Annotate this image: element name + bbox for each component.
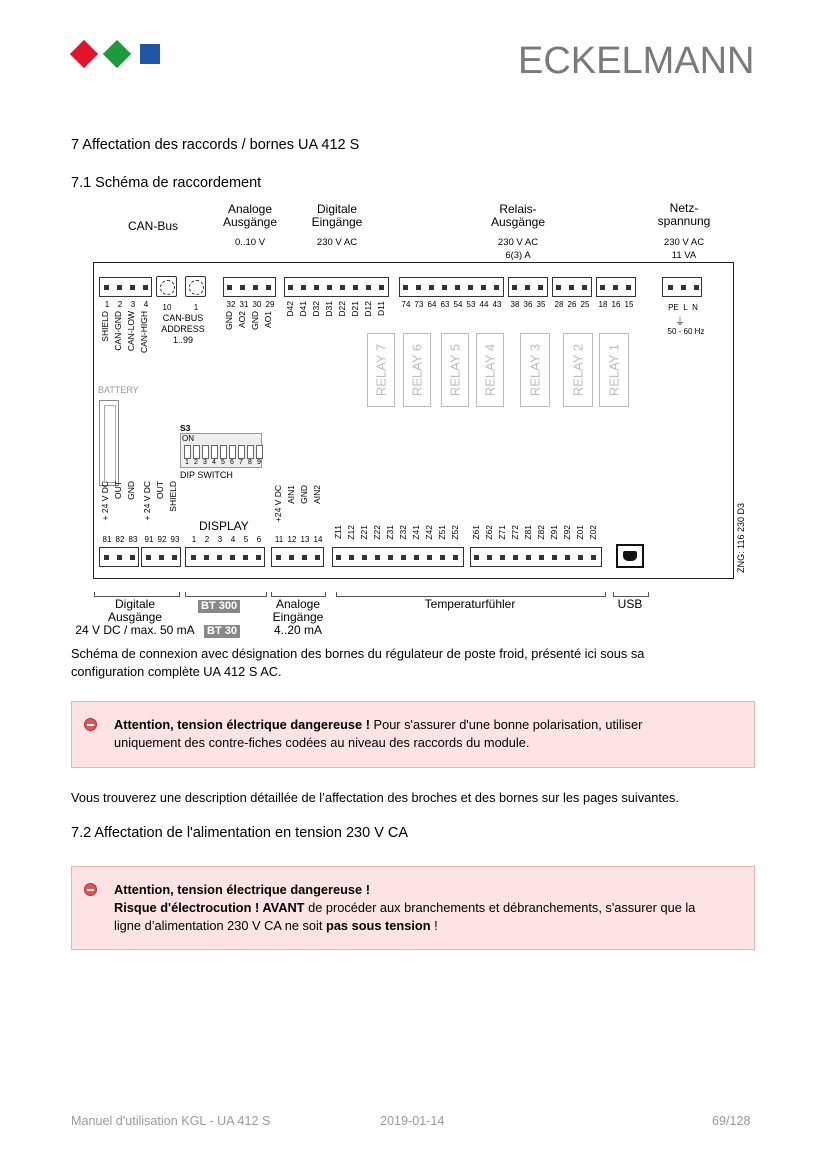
relay-label: RELAY 4 (482, 343, 498, 397)
footer-date: 2019-01-14 (380, 1114, 445, 1128)
relay-label: RELAY 1 (606, 343, 622, 397)
temp-pin-label: Z52 (450, 525, 460, 540)
can-pin-number: 2 (117, 300, 123, 309)
di-pin-label: D31 (324, 301, 334, 317)
group-analog-in-l2: Eingänge (272, 610, 324, 624)
display-pin-number: 2 (204, 535, 210, 544)
group-digital-out-spec: 24 V DC / max. 50 mA (75, 623, 195, 637)
mains-pin-labels (660, 303, 706, 312)
temp-pin-dot-b-3 (513, 555, 518, 560)
bracket-display (185, 592, 267, 597)
group-digital-out-l1: Digitale (114, 597, 156, 611)
dip-slot (202, 445, 209, 459)
stop-icon (84, 883, 97, 896)
temp-pin-dot-b-9 (591, 555, 596, 560)
temp-pin-dot-b-6 (552, 555, 557, 560)
can-pin-dot-2 (130, 285, 135, 290)
info-line: Vous trouverez une description détaillée de l’affectation des broches et des bornes sur les pages suivantes. (71, 790, 679, 805)
can-pin-number: 1 (104, 300, 110, 309)
relay-current: 6(3) A (505, 250, 531, 261)
logo-blue-square (140, 44, 160, 64)
address-text-1: CAN-BUS (162, 313, 204, 323)
group-analog-out (215, 203, 285, 229)
relay-label: RELAY 5 (447, 343, 463, 397)
di-pin-dot-7 (379, 285, 384, 290)
relay-pin-number: 43 (492, 300, 502, 309)
footer-manual: Manuel d'utilisation KGL - UA 412 S (71, 1114, 271, 1128)
warning-2-text-a: de procéder aux branchements et débranchements, s'assurer que la (304, 900, 696, 915)
group-analog-in-l1: Analoge (275, 597, 321, 611)
temp-pin-label: Z32 (398, 525, 408, 540)
display-pin-dot-4 (243, 555, 248, 560)
group-relay-out-l2: Ausgänge (490, 215, 546, 229)
ao-pin-label: AO2 (237, 311, 247, 329)
do-pin-label: + 24 V DC (100, 481, 110, 521)
temp-pin-dot-b-1 (487, 555, 492, 560)
temp-pin-label: Z31 (385, 525, 395, 540)
battery-label: BATTERY (98, 385, 139, 395)
do-pin-dot-b-0 (146, 555, 151, 560)
address-text-3: 1..99 (172, 335, 194, 345)
relay-pin-number: 74 (401, 300, 411, 309)
group-relay-out-l1: Relais- (499, 202, 537, 216)
warning-2-text (114, 881, 695, 935)
relay-pin-dot-a-1 (416, 285, 421, 290)
dip-slot (229, 445, 236, 459)
temp-pin-label: Z81 (523, 525, 533, 540)
mains-pin-dot-2 (694, 285, 699, 290)
display-pin-dot-5 (256, 555, 261, 560)
ain-pin-number: 12 (287, 535, 297, 544)
temp-pin-dot-a-9 (453, 555, 458, 560)
mains-frequency: 50 - 60 Hz (667, 327, 705, 336)
dip-number: 9 (257, 459, 261, 466)
do-pin-label: OUT (155, 481, 165, 499)
temp-pin-label: Z71 (497, 525, 507, 540)
temp-pin-dot-a-8 (440, 555, 445, 560)
temp-pin-dot-a-3 (375, 555, 380, 560)
can-pin-label: CAN-LOW (126, 311, 136, 352)
relay-pin-dot-b-2 (538, 285, 543, 290)
display-pin-number: 6 (256, 535, 262, 544)
caption-line-2: configuration complète UA 412 S AC. (71, 664, 282, 679)
temp-pin-dot-a-7 (427, 555, 432, 560)
temp-pin-label: Z92 (562, 525, 572, 540)
do-pin-label: SHIELD (168, 481, 178, 512)
di-pin-dot-5 (353, 285, 358, 290)
ao-pin-label: GND (250, 311, 260, 330)
group-mains-l2: spannung (657, 214, 711, 228)
relay-label: RELAY 3 (527, 343, 543, 397)
relay-pin-dot-a-3 (442, 285, 447, 290)
display-pin-dot-2 (217, 555, 222, 560)
do-pin-dot-a-2 (130, 555, 135, 560)
logo-red-square (70, 40, 98, 68)
group-digital-in-l2: Eingänge (311, 215, 363, 229)
address-text-2: ADDRESS (161, 324, 205, 334)
wiring-diagram (93, 262, 746, 579)
can-pin-label: SHIELD (100, 311, 110, 342)
ground-icon: ⏚ (675, 317, 685, 328)
relay-label: RELAY 7 (373, 343, 389, 397)
subsection-title-2: 7.2 Affectation de l'alimentation en tension 230 V CA (71, 825, 409, 841)
temp-pin-label: Z72 (510, 525, 520, 540)
dip-slot (220, 445, 227, 459)
relay-pin-number: 26 (567, 300, 577, 309)
s3-label: S3 (180, 423, 191, 433)
relay-block-6 (403, 333, 431, 407)
group-usb: USB (617, 597, 643, 611)
dip-slot (256, 445, 263, 459)
relay-pin-dot-d-0 (600, 285, 605, 290)
relay-block-4 (476, 333, 504, 407)
temp-pin-label: Z42 (424, 525, 434, 540)
caption-line-1: Schéma de connexion avec désignation des bornes du régulateur de poste froid, présenté ici sous sa (71, 646, 645, 661)
group-relay-out (483, 203, 553, 229)
group-digital-in-voltage: 230 V AC (316, 237, 358, 248)
warning-box-1 (71, 701, 755, 768)
ain-pin-label: AIN1 (286, 485, 296, 504)
relay-block-7 (367, 333, 395, 407)
temp-pin-label: Z01 (575, 525, 585, 540)
relay-pin-dot-c-0 (556, 285, 561, 290)
display-label: DISPLAY (199, 519, 249, 533)
ao-pin-number: 31 (239, 300, 249, 309)
display-pin-number: 3 (217, 535, 223, 544)
di-pin-dot-3 (327, 285, 332, 290)
can-pin-number: 3 (130, 300, 136, 309)
relay-connector-a (399, 277, 504, 297)
group-relay-voltage (488, 236, 548, 262)
dip-slot (238, 445, 245, 459)
warning-1-bold: Attention, tension électrique dangereuse ! (114, 717, 370, 732)
temp-pin-label: Z91 (549, 525, 559, 540)
group-mains-spec (654, 236, 714, 262)
dip-number: 2 (194, 459, 198, 466)
usb-port (616, 544, 644, 568)
ao-pin-dot-3 (266, 285, 271, 290)
relay-pin-dot-b-0 (512, 285, 517, 290)
mains-l: L (683, 303, 688, 312)
temp-pin-dot-b-4 (526, 555, 531, 560)
group-analog-out-l1: Analoge (227, 202, 273, 216)
ain-pin-dot-0 (276, 555, 281, 560)
relay-label: RELAY 6 (409, 343, 425, 397)
group-digital-out-l2: Ausgänge (107, 610, 163, 624)
temp-pin-label: Z12 (346, 525, 356, 540)
mains-n: N (692, 303, 698, 312)
relay-pin-dot-a-5 (468, 285, 473, 290)
relay-block-3 (520, 333, 550, 407)
di-pin-label: D41 (298, 301, 308, 317)
display-pin-number: 4 (230, 535, 236, 544)
temp-pin-dot-a-1 (349, 555, 354, 560)
ao-pin-number: 30 (252, 300, 262, 309)
ain-pin-label: GND (299, 485, 309, 504)
do-pin-number: 81 (102, 535, 112, 544)
ao-pin-label: GND (224, 311, 234, 330)
badge-bt300: BT 300 (198, 600, 240, 613)
caption (71, 645, 644, 681)
relay-pin-dot-a-7 (494, 285, 499, 290)
relay-pin-dot-a-6 (481, 285, 486, 290)
badge-bt30: BT 30 (204, 625, 240, 638)
footer-page: 69/128 (712, 1114, 751, 1128)
relay-pin-number: 38 (510, 300, 520, 309)
dip-switch (180, 433, 262, 468)
relay-pin-dot-c-2 (582, 285, 587, 290)
relay-block-2 (563, 333, 593, 407)
di-pin-dot-1 (301, 285, 306, 290)
relay-pin-number: 63 (440, 300, 450, 309)
relay-pin-number: 53 (466, 300, 476, 309)
relay-pin-number: 36 (523, 300, 533, 309)
can-pin-label: CAN-GND (113, 311, 123, 351)
mains-pe: PE (668, 303, 679, 312)
dip-switch-label: DIP SWITCH (180, 470, 233, 480)
section-title: 7 Affectation des raccords / bornes UA 412 S (71, 137, 360, 153)
mains-pin-dot-0 (668, 285, 673, 290)
display-pin-dot-3 (230, 555, 235, 560)
warning-2-bold-a: Risque d'électrocution ! AVANT (114, 900, 305, 915)
relay-block-1 (599, 333, 629, 407)
relay-pin-number: 18 (598, 300, 608, 309)
ao-pin-number: 32 (226, 300, 236, 309)
do-pin-dot-a-1 (117, 555, 122, 560)
di-pin-dot-4 (340, 285, 345, 290)
relay-pin-dot-d-1 (613, 285, 618, 290)
do-pin-dot-a-0 (104, 555, 109, 560)
group-mains-l1: Netz- (669, 201, 699, 215)
display-connector (185, 547, 265, 567)
group-analog-in-range: 4..20 mA (273, 623, 323, 637)
dip-number: 1 (185, 459, 189, 466)
relay-pin-dot-a-0 (403, 285, 408, 290)
do-pin-number: 83 (128, 535, 138, 544)
warning-2-bold-b: pas sous tension (326, 918, 431, 933)
group-analog-out-l2: Ausgänge (222, 215, 278, 229)
dip-number: 3 (203, 459, 207, 466)
group-temp: Temperaturfühler (424, 597, 516, 611)
di-pin-dot-0 (288, 285, 293, 290)
drawing-number: ZNG: 116 230 D3 (736, 503, 746, 573)
do-pin-label: OUT (113, 481, 123, 499)
display-pin-dot-1 (204, 555, 209, 560)
di-pin-label: D12 (363, 301, 373, 317)
temp-pin-dot-a-2 (362, 555, 367, 560)
group-digital-out (72, 598, 198, 637)
group-can-bus: CAN-Bus (127, 219, 178, 233)
do-pin-number: 93 (170, 535, 180, 544)
ao-pin-number: 29 (265, 300, 275, 309)
temp-pin-dot-b-8 (578, 555, 583, 560)
temp-pin-dot-a-6 (414, 555, 419, 560)
do-pin-number: 82 (115, 535, 125, 544)
dip-slot (211, 445, 218, 459)
relay-pin-number: 35 (536, 300, 546, 309)
ao-pin-label: AO1 (263, 311, 273, 329)
dip-number: 7 (239, 459, 243, 466)
ain-pin-dot-3 (315, 555, 320, 560)
relay-pin-number: 44 (479, 300, 489, 309)
temp-pin-label: Z11 (333, 525, 343, 540)
ain-pin-number: 13 (300, 535, 310, 544)
dip-slot (247, 445, 254, 459)
mains-pin-dot-1 (681, 285, 686, 290)
do-pin-label: GND (126, 481, 136, 500)
di-pin-label: D22 (337, 301, 347, 317)
di-pin-label: D32 (311, 301, 321, 317)
do-pin-number: 91 (144, 535, 154, 544)
temp-pin-dot-a-4 (388, 555, 393, 560)
temp-pin-label: Z22 (372, 525, 382, 540)
warning-2-text-c: ! (430, 918, 438, 933)
dip-number: 4 (212, 459, 216, 466)
ain-pin-label: AIN2 (312, 485, 322, 504)
group-digital-in-l1: Digitale (316, 202, 358, 216)
temp-pin-label: Z21 (359, 525, 369, 540)
relay-pin-dot-c-1 (569, 285, 574, 290)
group-digital-in (302, 203, 372, 229)
di-pin-dot-2 (314, 285, 319, 290)
temp-pin-label: Z61 (471, 525, 481, 540)
ao-pin-dot-2 (253, 285, 258, 290)
group-analog-out-range: 0..10 V (234, 237, 266, 248)
digital-in-connector (284, 277, 389, 297)
address-pin-10: 10 (162, 303, 172, 312)
mains-voltage: 230 V AC (663, 237, 705, 248)
relay-pin-number: 54 (453, 300, 463, 309)
temp-pin-dot-a-5 (401, 555, 406, 560)
temp-pin-dot-a-0 (336, 555, 341, 560)
relay-label: RELAY 2 (570, 343, 586, 397)
address-pin-1: 1 (193, 303, 199, 312)
can-pin-label: CAN-HIGH (139, 311, 149, 354)
di-pin-label: D21 (350, 301, 360, 317)
subsection-title-1: 7.1 Schéma de raccordement (71, 175, 262, 191)
do-pin-dot-b-2 (172, 555, 177, 560)
relay-block-5 (441, 333, 469, 407)
brand-name: ECKELMANN (518, 40, 755, 82)
dip-slot (184, 445, 191, 459)
warning-1-text (114, 716, 642, 752)
warning-2-title: Attention, tension électrique dangereuse ! (114, 882, 370, 897)
relay-voltage: 230 V AC (497, 237, 539, 248)
di-pin-dot-6 (366, 285, 371, 290)
di-pin-label: D11 (376, 301, 386, 316)
temp-pin-label: Z82 (536, 525, 546, 540)
temp-pin-label: Z62 (484, 525, 494, 540)
relay-pin-number: 64 (427, 300, 437, 309)
temp-pin-label: Z02 (588, 525, 598, 540)
display-pin-number: 5 (243, 535, 249, 544)
do-pin-label: + 24 V DC (142, 481, 152, 521)
can-pin-dot-0 (104, 285, 109, 290)
temp-pin-label: Z51 (437, 525, 447, 540)
relay-pin-number: 15 (624, 300, 634, 309)
battery-holder (99, 400, 119, 486)
display-pin-number: 1 (191, 535, 197, 544)
dip-slot (193, 445, 200, 459)
can-pin-number: 4 (143, 300, 149, 309)
temp-pin-label: Z41 (411, 525, 421, 540)
relay-pin-dot-d-2 (626, 285, 631, 290)
dip-on: ON (182, 434, 194, 443)
relay-pin-number: 16 (611, 300, 621, 309)
can-pin-dot-1 (117, 285, 122, 290)
relay-pin-dot-b-1 (525, 285, 530, 290)
ain-pin-dot-1 (289, 555, 294, 560)
can-pin-dot-3 (143, 285, 148, 290)
dip-number: 6 (230, 459, 234, 466)
relay-pin-number: 28 (554, 300, 564, 309)
warning-2-text-b: ligne d’alimentation 230 V CA ne soit (114, 918, 326, 933)
warning-1-rest: Pour s'assurer d'une bonne polarisation, utiliser (369, 717, 643, 732)
ain-pin-number: 14 (313, 535, 323, 544)
temp-pin-dot-b-5 (539, 555, 544, 560)
warning-box-2 (71, 866, 755, 950)
temp-pin-dot-b-2 (500, 555, 505, 560)
temp-pin-dot-b-0 (474, 555, 479, 560)
display-pin-dot-0 (191, 555, 196, 560)
relay-pin-dot-a-4 (455, 285, 460, 290)
warning-1-line2: uniquement des contre-fiches codées au niveau des raccords du module. (114, 735, 530, 750)
do-pin-dot-b-1 (159, 555, 164, 560)
group-mains (646, 202, 722, 228)
dip-number: 5 (221, 459, 225, 466)
dip-number: 8 (248, 459, 252, 466)
relay-pin-dot-a-2 (429, 285, 434, 290)
ao-pin-dot-1 (240, 285, 245, 290)
address-switch-1 (185, 276, 206, 297)
di-pin-label: D42 (285, 301, 295, 317)
relay-pin-number: 25 (580, 300, 590, 309)
group-analog-in (262, 598, 334, 637)
address-switch-10 (156, 276, 177, 297)
ain-pin-dot-2 (302, 555, 307, 560)
relay-pin-number: 73 (414, 300, 424, 309)
ao-pin-dot-0 (227, 285, 232, 290)
ain-pin-label: +24 V DC (273, 485, 283, 523)
mains-power: 11 VA (671, 250, 697, 261)
logo-green-square (103, 40, 131, 68)
address-text (157, 313, 209, 346)
stop-icon (84, 718, 97, 731)
do-pin-number: 92 (157, 535, 167, 544)
ain-pin-number: 11 (274, 535, 284, 544)
temp-pin-dot-b-7 (565, 555, 570, 560)
